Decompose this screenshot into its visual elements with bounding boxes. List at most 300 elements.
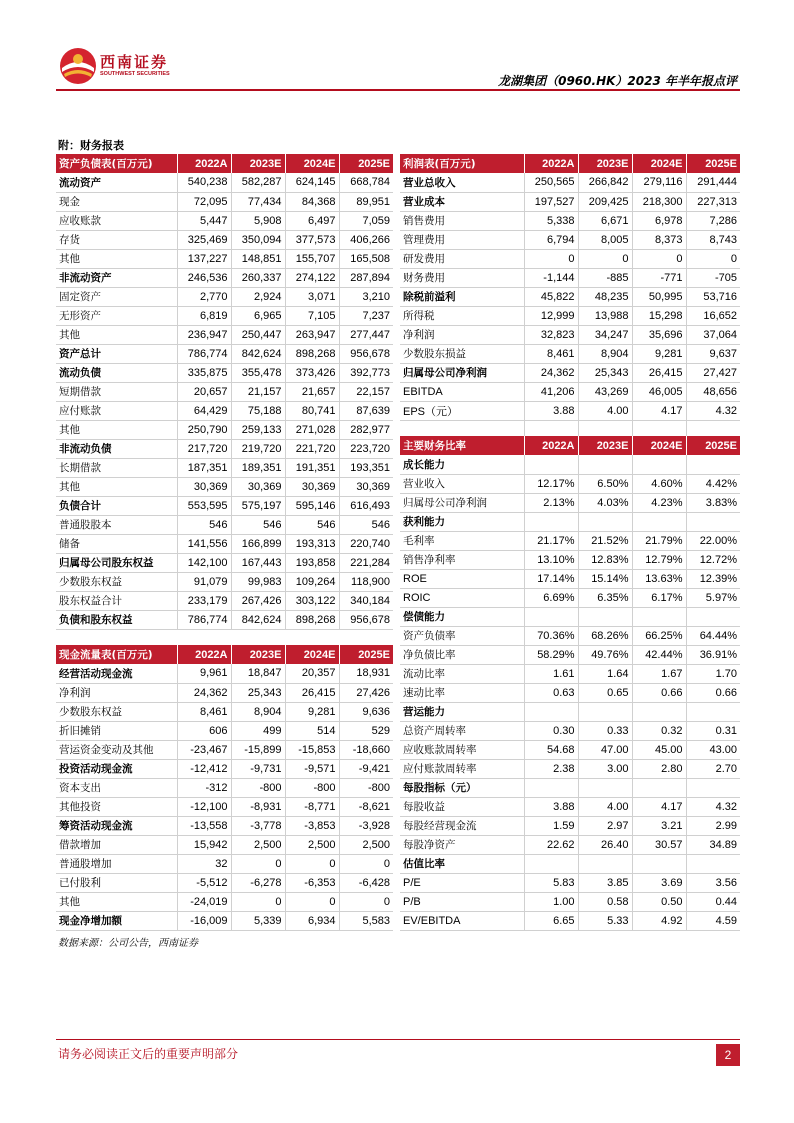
row-value: -771 [632,268,686,287]
row-value: 1.59 [524,816,578,835]
row-value: 279,116 [632,173,686,192]
footer-divider [56,1039,740,1040]
row-value: 250,565 [524,173,578,192]
row-label: 营业成本 [400,192,524,211]
row-value: 25,343 [578,363,632,382]
row-value: 5,339 [231,911,285,930]
row-value: 5.33 [578,911,632,930]
row-value: 15,298 [632,306,686,325]
row-value: 529 [339,721,393,740]
row-value: 0 [578,249,632,268]
row-value: 70.36% [524,626,578,645]
row-value: 0 [339,892,393,911]
table-row [56,325,393,344]
row-value: 595,146 [285,496,339,515]
table-row [400,493,740,512]
row-value: 842,624 [231,610,285,629]
row-label: 归属母公司股东权益 [56,553,177,572]
row-value: 2.99 [686,816,740,835]
row-value: 5.97% [686,588,740,607]
row-label: 流动资产 [56,173,177,192]
row-value: 26,415 [632,363,686,382]
header-divider [56,89,740,91]
row-value: 4.00 [578,797,632,816]
row-value: 6.65 [524,911,578,930]
table-row [56,382,393,401]
row-value: -312 [177,778,231,797]
row-value: 99,983 [231,572,285,591]
row-value: 335,875 [177,363,231,382]
row-value: 303,122 [285,591,339,610]
table-row [400,816,740,835]
row-value: 260,337 [231,268,285,287]
row-value: 287,894 [339,268,393,287]
row-value: -5,512 [177,873,231,892]
table-row [400,211,740,230]
row-value [632,455,686,474]
row-label: 归属母公司净利润 [400,363,524,382]
row-value: 2.80 [632,759,686,778]
row-value [524,607,578,626]
table-row [56,515,393,534]
row-value: 553,595 [177,496,231,515]
table-row [56,230,393,249]
row-label: 折旧摊销 [56,721,177,740]
row-value: 77,434 [231,192,285,211]
row-label: 每股经营现金流 [400,816,524,835]
row-value: 48,656 [686,382,740,401]
row-value: -18,660 [339,740,393,759]
table-header-row [56,154,393,173]
row-value: 5,447 [177,211,231,230]
row-value: 15.14% [578,569,632,588]
row-label: 每股净资产 [400,835,524,854]
row-value: 259,133 [231,420,285,439]
year-header: 2022A [177,645,231,664]
row-value: 8,005 [578,230,632,249]
row-value: 27,427 [686,363,740,382]
year-header: 2024E [285,154,339,173]
row-value: 43,269 [578,382,632,401]
row-value: 24,362 [177,683,231,702]
row-label: 偿债能力 [400,607,524,626]
row-label: 少数股东权益 [56,572,177,591]
row-value: 546 [339,515,393,534]
row-label: P/B [400,892,524,911]
row-value [686,702,740,721]
row-value: 355,478 [231,363,285,382]
table-row [56,192,393,211]
row-value: -1,144 [524,268,578,287]
balance-sheet-table [56,154,393,630]
footer-notice: 请务必阅读正文后的重要声明部分 [58,1047,239,1061]
row-value: -6,278 [231,873,285,892]
row-value: -885 [578,268,632,287]
row-label: 储备 [56,534,177,553]
row-value: 6.17% [632,588,686,607]
report-title: 龙湖集团（0960.HK）2023 年半年报点评 [498,74,737,88]
row-value: -800 [285,778,339,797]
row-label: 投资活动现金流 [56,759,177,778]
row-value: 606 [177,721,231,740]
row-value [524,512,578,531]
table-row [56,854,393,873]
row-value: 46,005 [632,382,686,401]
row-value: 3.85 [578,873,632,892]
table-row [56,363,393,382]
row-label: 其他 [56,892,177,911]
year-header: 2022A [177,154,231,173]
row-value: 47.00 [578,740,632,759]
table-row [56,496,393,515]
table-title: 资产负债表(百万元) [56,154,177,173]
row-value: 3.88 [524,797,578,816]
row-value: 30,369 [177,477,231,496]
row-label: 非流动资产 [56,268,177,287]
row-label: 估值比率 [400,854,524,873]
table-row [400,382,740,401]
row-value: 5,583 [339,911,393,930]
row-value: 6,819 [177,306,231,325]
row-value: 0 [686,249,740,268]
row-value: 15,942 [177,835,231,854]
row-value: 8,743 [686,230,740,249]
table-row [400,474,740,493]
row-value [578,512,632,531]
row-value: 32 [177,854,231,873]
row-value: 37,064 [686,325,740,344]
row-value: 75,188 [231,401,285,420]
table-row [400,344,740,363]
row-value: 6.69% [524,588,578,607]
table-row [400,512,740,531]
table-row [56,268,393,287]
row-value: 546 [231,515,285,534]
row-value: 624,145 [285,173,339,192]
row-value: 377,573 [285,230,339,249]
row-value: 12.39% [686,569,740,588]
row-value: 616,493 [339,496,393,515]
row-value: 6.35% [578,588,632,607]
row-value: 956,678 [339,344,393,363]
row-value: 64.44% [686,626,740,645]
row-value: 8,461 [524,344,578,363]
row-label: 应收账款周转率 [400,740,524,759]
table-row [56,420,393,439]
row-value: 18,847 [231,664,285,683]
row-label: 借款增加 [56,835,177,854]
row-value: 48,235 [578,287,632,306]
row-label: 每股收益 [400,797,524,816]
row-value: 223,720 [339,439,393,458]
row-value: 26,415 [285,683,339,702]
row-label: 营运能力 [400,702,524,721]
table-row [400,778,740,797]
year-header: 2025E [339,154,393,173]
row-value: 0 [339,854,393,873]
row-value: 25,343 [231,683,285,702]
row-value: 3.83% [686,493,740,512]
row-label: 所得税 [400,306,524,325]
table-row [400,835,740,854]
row-value: 956,678 [339,610,393,629]
year-header: 2023E [231,154,285,173]
row-value: 2,924 [231,287,285,306]
row-value: 3.88 [524,401,578,420]
row-value: -23,467 [177,740,231,759]
row-value: 5.83 [524,873,578,892]
row-value: 21.17% [524,531,578,550]
row-label: 其他 [56,249,177,268]
table-row [400,797,740,816]
row-value: -15,899 [231,740,285,759]
year-header: 2023E [578,154,632,173]
table-row [56,610,393,629]
row-value: 8,373 [632,230,686,249]
row-value: 187,351 [177,458,231,477]
row-value: 250,447 [231,325,285,344]
row-value: 575,197 [231,496,285,515]
row-value: 4.59 [686,911,740,930]
row-value: 4.17 [632,797,686,816]
row-label: 研发费用 [400,249,524,268]
row-value: 32,823 [524,325,578,344]
row-value: 42.44% [632,645,686,664]
table-row [400,306,740,325]
row-value: 267,426 [231,591,285,610]
table-row [56,816,393,835]
row-value: 43.00 [686,740,740,759]
table-row [400,607,740,626]
row-value: 0.44 [686,892,740,911]
table-row [56,287,393,306]
row-value: 18,931 [339,664,393,683]
row-label: 资产总计 [56,344,177,363]
row-value: 0 [285,854,339,873]
row-label: 负债合计 [56,496,177,515]
row-value: 193,313 [285,534,339,553]
row-value: 0 [285,892,339,911]
row-value: 277,447 [339,325,393,344]
year-header: 2022A [524,436,578,455]
table-row [56,778,393,797]
row-label: 销售净利率 [400,550,524,569]
row-value: 1.61 [524,664,578,683]
row-value: 9,281 [632,344,686,363]
row-label: 成长能力 [400,455,524,474]
row-value: 87,639 [339,401,393,420]
row-value: 0.31 [686,721,740,740]
logo-text-cn: 西南证券 [100,53,169,71]
row-value: 13.63% [632,569,686,588]
row-label: 毛利率 [400,531,524,550]
table-row [56,249,393,268]
row-value: 220,740 [339,534,393,553]
row-value: 4.92 [632,911,686,930]
row-value: -9,421 [339,759,393,778]
row-value: 54.68 [524,740,578,759]
row-value: 45,822 [524,287,578,306]
row-value: -8,931 [231,797,285,816]
row-value: 2,500 [339,835,393,854]
row-label: 少数股东权益 [56,702,177,721]
table-row [400,531,740,550]
row-label: 存货 [56,230,177,249]
table-row [56,306,393,325]
row-value: 30,369 [285,477,339,496]
row-value: 8,904 [231,702,285,721]
row-value: 0 [231,854,285,873]
row-value: 1.70 [686,664,740,683]
page-number: 2 [716,1044,740,1066]
row-label: 应付账款 [56,401,177,420]
table-row [400,759,740,778]
table-row [56,721,393,740]
row-value: -800 [339,778,393,797]
row-value [524,854,578,873]
year-header: 2023E [231,645,285,664]
row-value: 197,527 [524,192,578,211]
row-value: 350,094 [231,230,285,249]
year-header: 2025E [686,436,740,455]
row-value: 12.83% [578,550,632,569]
row-value: 49.76% [578,645,632,664]
table-row [400,249,740,268]
row-label: 总资产周转率 [400,721,524,740]
row-value: 842,624 [231,344,285,363]
row-value: 12.79% [632,550,686,569]
appendix-title: 附：财务报表 [58,139,124,152]
table-row [56,477,393,496]
row-value [578,455,632,474]
row-label: 资本支出 [56,778,177,797]
row-value: 7,237 [339,306,393,325]
row-label: 流动比率 [400,664,524,683]
logo-text-en: SOUTHWEST SECURITIES [100,71,170,77]
row-value [632,702,686,721]
row-value: 209,425 [578,192,632,211]
row-value: 193,858 [285,553,339,572]
year-header: 2025E [686,154,740,173]
row-value: 1.64 [578,664,632,683]
row-label: 营业总收入 [400,173,524,192]
row-value: 4.17 [632,401,686,420]
row-value: 5,908 [231,211,285,230]
row-value: 217,720 [177,439,231,458]
row-value: 141,556 [177,534,231,553]
row-value: 27,426 [339,683,393,702]
row-value: 4.32 [686,797,740,816]
year-header: 2022A [524,154,578,173]
row-value: 1.00 [524,892,578,911]
row-label: ROE [400,569,524,588]
row-value: 340,184 [339,591,393,610]
row-value: 246,536 [177,268,231,287]
cash-flow-table [56,645,393,931]
row-value: 12.72% [686,550,740,569]
row-value: 12.17% [524,474,578,493]
table-row [400,192,740,211]
row-value: -6,428 [339,873,393,892]
table-row [56,835,393,854]
row-value [686,778,740,797]
row-label: EBITDA [400,382,524,401]
row-value: -13,558 [177,816,231,835]
row-label: 净利润 [400,325,524,344]
row-value: 21,157 [231,382,285,401]
row-label: 已付股利 [56,873,177,892]
row-label: 资产负债率 [400,626,524,645]
row-value: 282,977 [339,420,393,439]
row-value: 2.70 [686,759,740,778]
table-row [56,702,393,721]
table-row [56,458,393,477]
row-value: 30.57 [632,835,686,854]
table-row [400,287,740,306]
row-value: 91,079 [177,572,231,591]
row-value: 392,773 [339,363,393,382]
table-row [56,211,393,230]
row-value: 514 [285,721,339,740]
row-value: 34.89 [686,835,740,854]
row-label: 归属母公司净利润 [400,493,524,512]
row-value: 109,264 [285,572,339,591]
row-label: 净利润 [56,683,177,702]
table-row [56,759,393,778]
row-value: 21,657 [285,382,339,401]
row-value: 2,770 [177,287,231,306]
table-row [400,664,740,683]
row-value: 2.38 [524,759,578,778]
row-value: 6,978 [632,211,686,230]
row-value: -16,009 [177,911,231,930]
row-value: 155,707 [285,249,339,268]
row-value: 668,784 [339,173,393,192]
table-row [400,873,740,892]
table-row [400,268,740,287]
row-value: 5,338 [524,211,578,230]
row-label: 无形资产 [56,306,177,325]
row-value: 22.00% [686,531,740,550]
row-value: 250,790 [177,420,231,439]
row-label: 固定资产 [56,287,177,306]
table-row [56,892,393,911]
row-value: 236,947 [177,325,231,344]
table-header-row [400,154,740,173]
row-label: 流动负债 [56,363,177,382]
row-value: 58.29% [524,645,578,664]
row-label: 速动比率 [400,683,524,702]
year-header: 2023E [578,436,632,455]
row-label: 长期借款 [56,458,177,477]
row-label: 非流动负债 [56,439,177,458]
income-statement-table [400,154,740,440]
row-value [686,854,740,873]
row-value: -15,853 [285,740,339,759]
row-label: 其他 [56,420,177,439]
row-value: 41,206 [524,382,578,401]
row-value: 165,508 [339,249,393,268]
row-label: 管理费用 [400,230,524,249]
table-row [400,550,740,569]
row-value: 3,210 [339,287,393,306]
table-row [56,173,393,192]
row-value: 898,268 [285,344,339,363]
row-value: 6,794 [524,230,578,249]
financial-ratios-table [400,436,740,931]
row-value: -705 [686,268,740,287]
row-value: 24,362 [524,363,578,382]
